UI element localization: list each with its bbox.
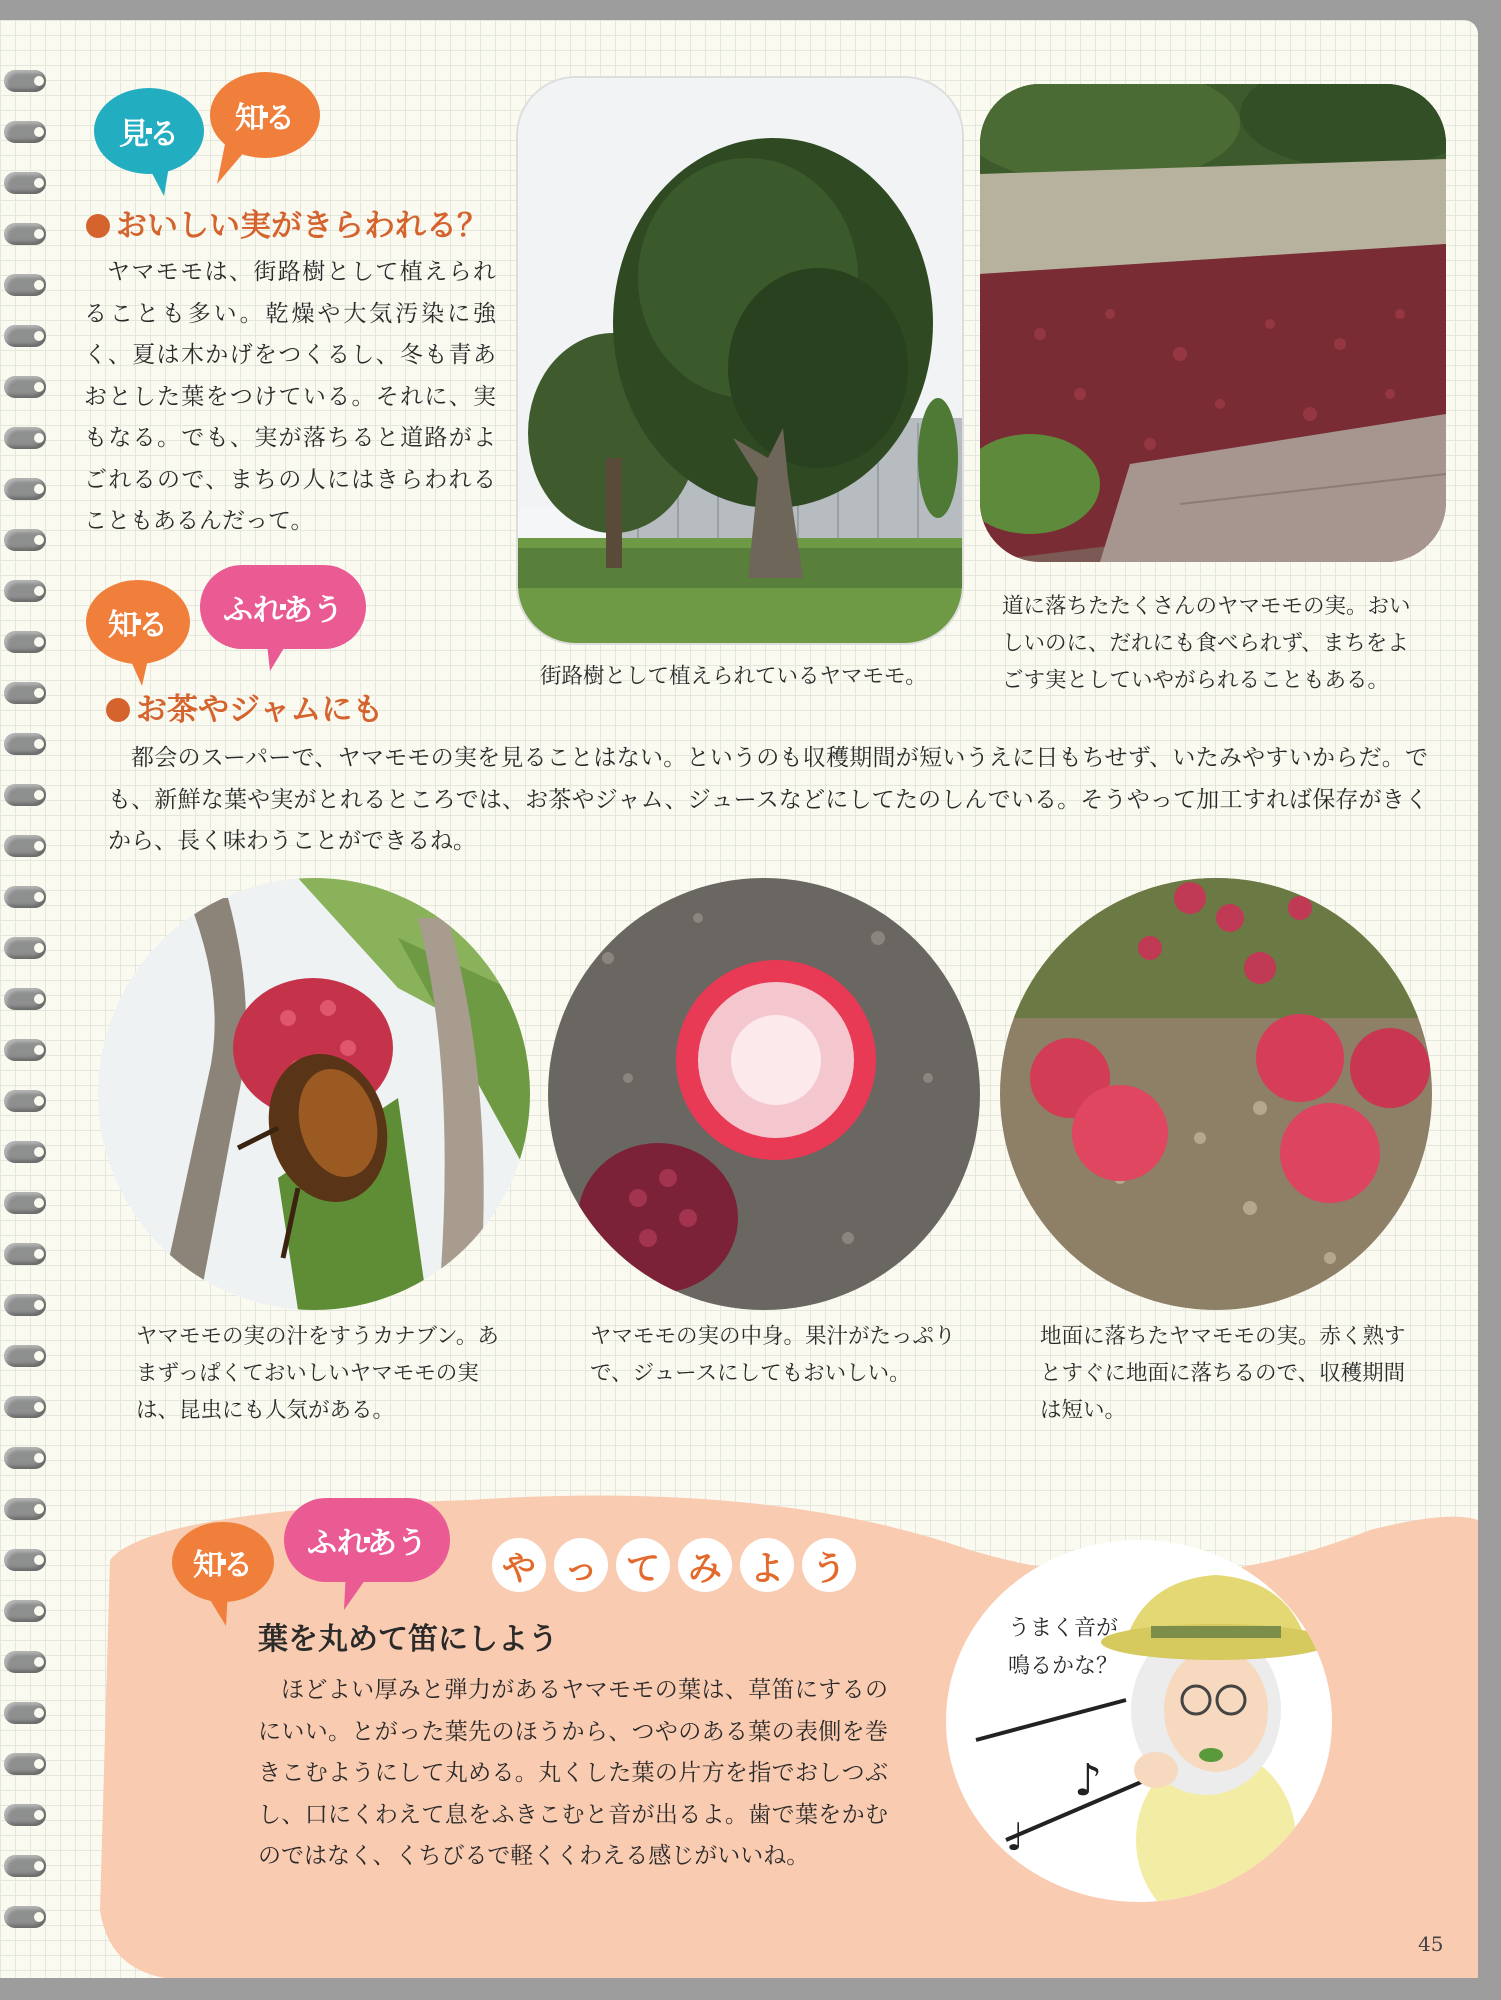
textbook-page	[0, 20, 1478, 1978]
binder-ring	[4, 1600, 46, 1622]
section1-heading: おいしい実がきらわれる？	[86, 200, 488, 245]
binder-ring	[4, 1549, 46, 1571]
tag-shiru-2: 知る	[86, 580, 190, 664]
binder-ring	[4, 733, 46, 755]
binder-ring	[4, 580, 46, 602]
tag-shiru-tail	[215, 144, 255, 188]
binder-ring	[4, 1243, 46, 1265]
tag-fureau-tail	[262, 635, 302, 675]
tag-miru: 見る	[94, 88, 204, 174]
binder-ring	[4, 886, 46, 908]
binder-ring	[4, 1294, 46, 1316]
fallen-fruit-caption: 道に落ちたたくさんのヤマモモの実。おいしいのに、だれにも食べられず、まちをよごす実としていやがられることもある。	[1002, 594, 1411, 693]
fruit-inside-photo	[548, 878, 980, 1310]
binder-ring	[4, 1141, 46, 1163]
tag-shiru: 知る	[210, 72, 320, 158]
badge-char: っ	[554, 1538, 608, 1592]
speech-text: うまく音が鳴るかな？	[1008, 1616, 1119, 1679]
badge-char: て	[616, 1538, 670, 1592]
music-note-icon-2: ♩	[1006, 1815, 1024, 1859]
binder-ring	[4, 1702, 46, 1724]
ground-fruits-caption: 地面に落ちたヤマモモの実。赤く熟すとすぐに地面に落ちるので、収穫期間は短い。	[1040, 1324, 1406, 1423]
whistle-illustration	[946, 1540, 1332, 1902]
binder-ring	[4, 1804, 46, 1826]
section2-paragraph: 都会のスーパーで、ヤマモモの実を見ることはない。というのも収穫期間が短いうえに日もちせず、いたみやすいからだ。でも、新鮮な葉や実がとれるところでは、お茶やジャム、ジュースなどにしてたのしんでいる。そうやって加工すれば保存がきくから、長く味わうことができるね。	[108, 745, 1428, 854]
binder-ring	[4, 376, 46, 398]
binder-ring	[4, 682, 46, 704]
badge-char: や	[492, 1538, 546, 1592]
binder-ring	[4, 1396, 46, 1418]
binder-ring	[4, 1345, 46, 1367]
tag-fureau: ふれあう	[200, 565, 366, 649]
tag-shiru-3-tail	[200, 1590, 240, 1630]
binder-ring	[4, 1039, 46, 1061]
binder-rings	[0, 70, 48, 1970]
section3-paragraph: ほどよい厚みと弾力があるヤマモモの葉は、草笛にするのにいい。とがった葉先のほうから、つやのある葉の表側を巻きこむようにして丸める。丸くした葉の片方を指でおしつぶし、口にくわえて息をふきこむと音が出るよ。歯で葉をかむのではなく、くちびるで軽くくわえる感じがいいね。	[258, 1677, 889, 1869]
binder-ring	[4, 1753, 46, 1775]
badge-char: う	[802, 1538, 856, 1592]
binder-ring	[4, 1447, 46, 1469]
binder-ring	[4, 478, 46, 500]
binder-ring	[4, 427, 46, 449]
binder-ring	[4, 325, 46, 347]
binder-ring	[4, 274, 46, 296]
tag-shiru-3: 知る	[172, 1522, 274, 1602]
beetle-photo	[98, 878, 530, 1310]
binder-ring	[4, 529, 46, 551]
beetle-caption: ヤマモモの実の汁をすうカナブン。あまずっぱくておいしいヤマモモの実は、昆虫にも人気がある。	[136, 1324, 499, 1423]
binder-ring	[4, 223, 46, 245]
binder-ring	[4, 1651, 46, 1673]
street-tree-photo	[516, 76, 964, 645]
badge-char: み	[678, 1538, 732, 1592]
binder-ring	[4, 121, 46, 143]
section2-heading: お茶やジャムにも	[106, 684, 383, 729]
binder-ring	[4, 1192, 46, 1214]
binder-ring	[4, 1855, 46, 1877]
badge-char: よ	[740, 1538, 794, 1592]
binder-ring	[4, 988, 46, 1010]
binder-ring	[4, 784, 46, 806]
binder-ring	[4, 172, 46, 194]
fruit-inside-caption: ヤマモモの実の中身。果汁がたっぷりで、ジュースにしてもおいしい。	[590, 1324, 956, 1386]
binder-ring	[4, 1498, 46, 1520]
tag-fureau-3: ふれあう	[284, 1498, 450, 1582]
tag-miru-tail	[140, 160, 180, 200]
ground-fruits-photo	[1000, 878, 1432, 1310]
binder-ring	[4, 1090, 46, 1112]
binder-ring	[4, 631, 46, 653]
binder-ring	[4, 835, 46, 857]
section3-heading: 葉を丸めて笛にしよう	[258, 1622, 558, 1657]
binder-ring	[4, 1906, 46, 1928]
binder-ring	[4, 70, 46, 92]
music-note-icon: ♪	[1074, 1755, 1103, 1806]
yattemiyou-badge	[492, 1538, 856, 1592]
binder-ring	[4, 937, 46, 959]
tree-caption: 街路樹として植えられているヤマモモ。	[540, 664, 927, 689]
section1-paragraph: ヤマモモは、街路樹として植えられることも多い。乾燥や大気汚染に強く、夏は木かげをつくるし、冬も青あおとした葉をつけている。それに、実もなる。でも、実が落ちると道路がよごれるので、まちの人にはきらわれることもあるんだって。	[84, 259, 496, 534]
fallen-fruit-photo	[980, 84, 1446, 562]
tag-fureau-3-tail	[340, 1570, 380, 1614]
page-number: 45	[1418, 1932, 1444, 1956]
